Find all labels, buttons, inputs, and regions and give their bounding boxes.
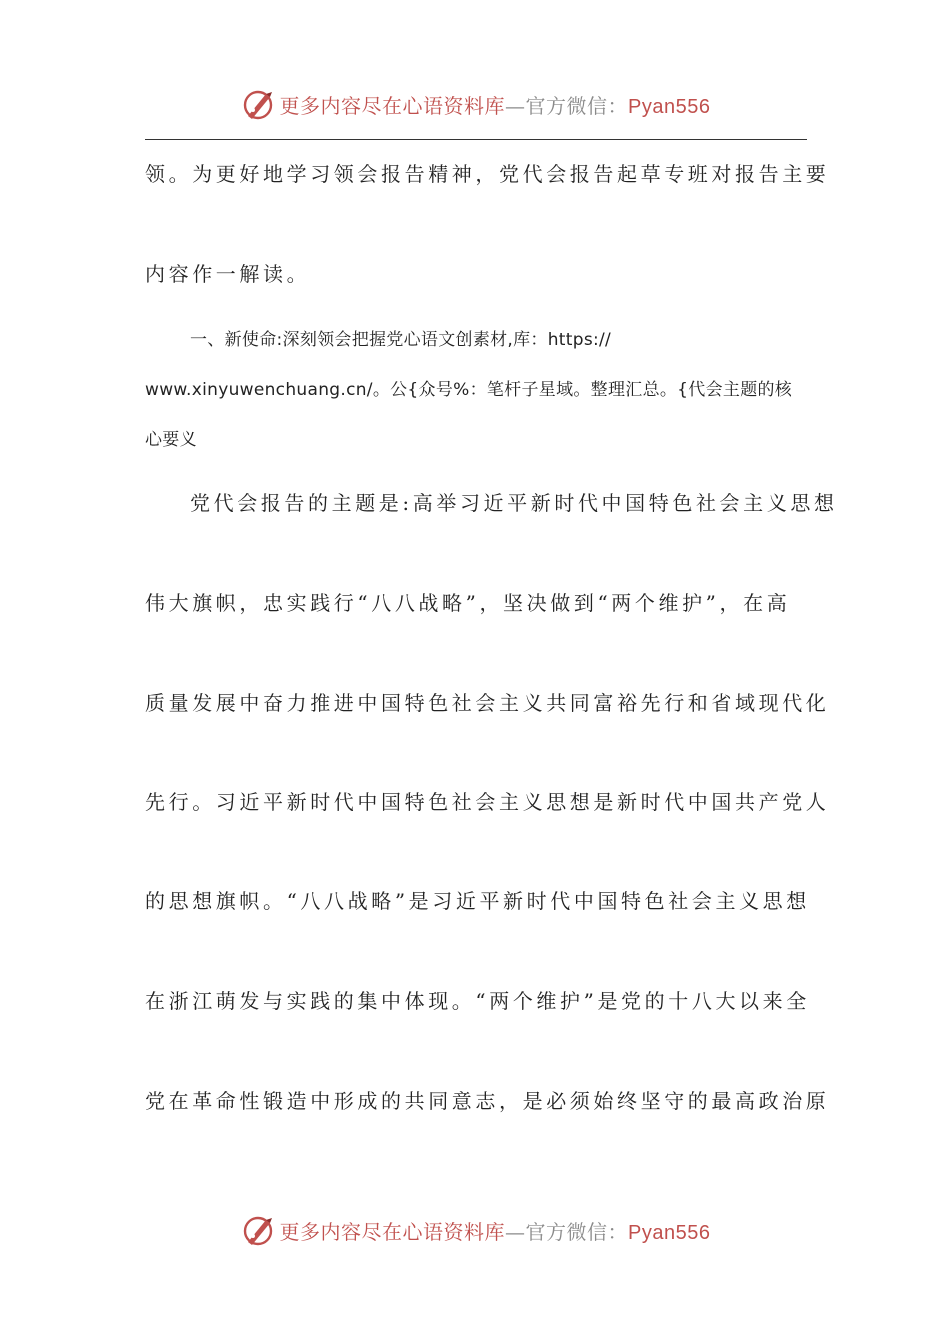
footer-banner-title: 更多内容尽在心语资料库: [279, 1219, 506, 1244]
footer-banner-official: 官方微信：: [525, 1219, 629, 1244]
header-banner-title: 更多内容尽在心语资料库: [279, 93, 506, 118]
body-line-12: 党在革命性锻造中形成的共同意志，是必须始终坚守的最高政治原: [145, 1089, 830, 1113]
header-banner-id: Pyan556: [628, 95, 711, 118]
header-banner-official: 官方微信：: [525, 93, 629, 118]
footer-banner-text: [280, 1216, 711, 1245]
footer-banner-dash: —: [505, 1219, 526, 1244]
pen-circle-logo-icon: [240, 1212, 276, 1248]
body-line-1: 领。为更好地学习领会报告精神，党代会报告起草专班对报告主要: [145, 162, 830, 186]
header-banner-dash: —: [505, 93, 526, 118]
header-banner-text: [280, 90, 711, 119]
body-line-8: 质量发展中奋力推进中国特色社会主义共同富裕先行和省域现代化: [145, 691, 830, 715]
body-line-5: 心要义: [145, 430, 197, 450]
body-line-10: 的思想旗帜。“八八战略”是习近平新时代中国特色社会主义思想: [145, 889, 810, 913]
body-line-2: 内容作一解读。: [145, 262, 311, 286]
body-line-3: 一、新使命:深刻领会把握党心语文创素材,库：https://: [190, 330, 612, 350]
header-banner: [0, 82, 950, 126]
footer-banner-id: Pyan556: [628, 1221, 711, 1244]
body-line-11: 在浙江萌发与实践的集中体现。“两个维护”是党的十八大以来全: [145, 989, 810, 1013]
body-line-7: 伟大旗帜，忠实践行“八八战略”，坚决做到“两个维护”，在高: [145, 591, 791, 615]
pen-circle-logo-icon: [240, 86, 276, 122]
header-divider: [145, 139, 807, 140]
body-line-6: 党代会报告的主题是:高举习近平新时代中国特色社会主义思想: [190, 491, 838, 515]
body-line-4: www.xinyuwenchuang.cn/。公{众号%：笔杆子星域。整理汇总。{代会主题的核: [145, 380, 793, 400]
footer-banner: [0, 1208, 950, 1252]
body-line-9: 先行。习近平新时代中国特色社会主义思想是新时代中国共产党人: [145, 790, 830, 814]
